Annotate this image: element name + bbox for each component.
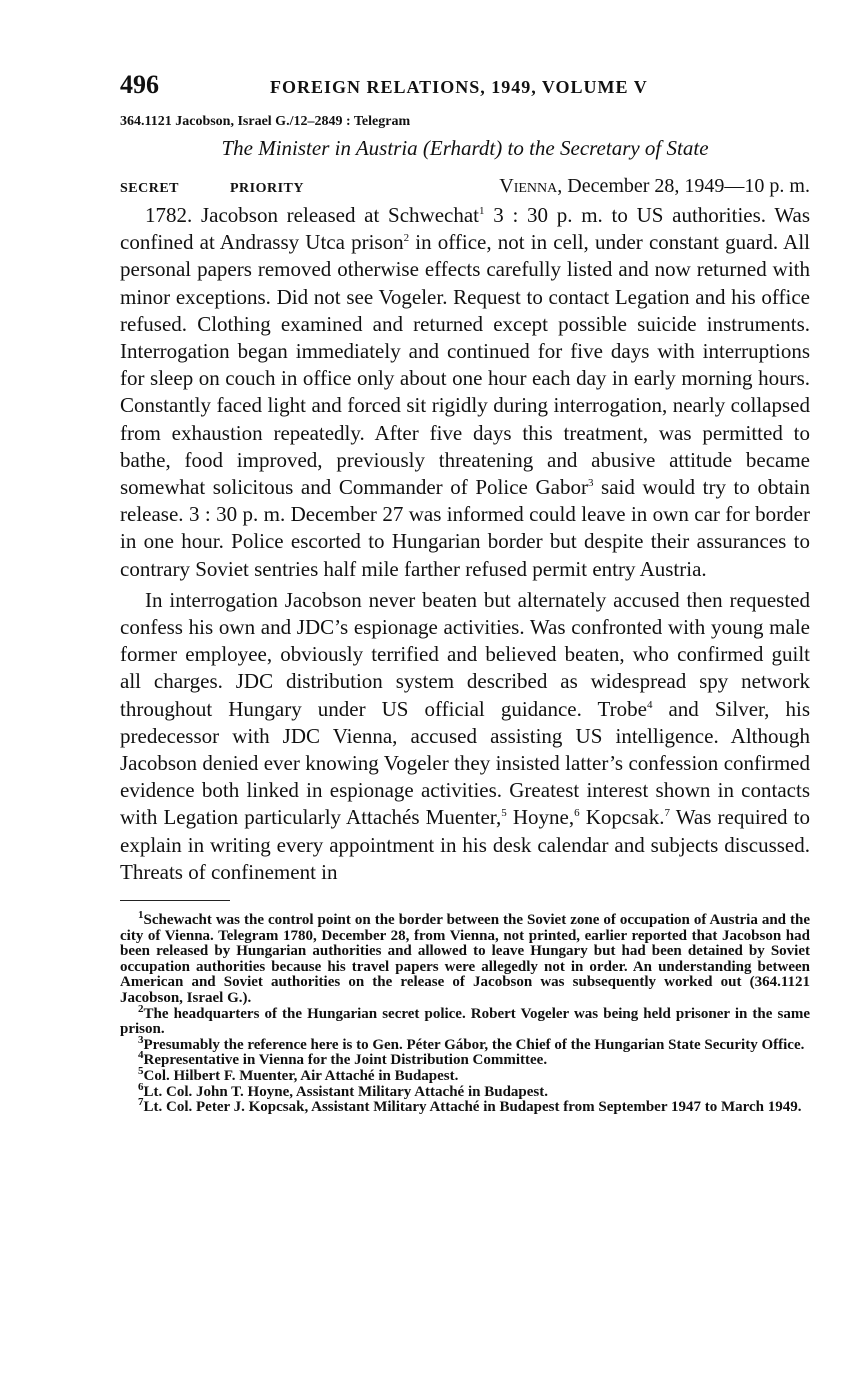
footnote-text: Presumably the reference here is to Gen. Péter Gábor, the Chief of the Hungarian State Security Office. <box>143 1036 805 1053</box>
place-date <box>499 175 810 198</box>
footnotes <box>120 909 810 1116</box>
dateline-date: , December 28, 1949—10 p. m. <box>557 175 810 197</box>
text-run: Was required to explain in writing every appointment in his desk calendar and subjects discussed. Threats of confinement in <box>120 805 810 884</box>
footnote-text: Col. Hilbert F. Muenter, Air Attaché in Budapest. <box>143 1068 459 1085</box>
telegram-body <box>120 202 810 886</box>
running-head: FOREIGN RELATIONS, 1949, VOLUME V <box>270 77 648 97</box>
text-run: In interrogation Jacobson never beaten but alternately accused then requested confess his own and JDC’s espionage activities. Was confronted with young male former employee, obviously terrified and believed beaten, who confirmed guilt all charges. JDC distribution system described as widespread spy network throughout Hungary under US official guidance. Trobe <box>120 587 810 721</box>
footnote-4 <box>120 1049 810 1069</box>
text-run: in office, not in cell, under constant guard. All personal papers removed otherwise effects carefully listed and now returned with minor exceptions. Did not see Vogeler. Request to contact Legation and his office refused. Clothing examined and returned except possible suicide instruments. Interrogation began immediately and continued for five days with interruptions for sleep on couch in office only about one hour each day in early morning hours. Constantly faced light and forced sit rigidly during interrogation, nearly collapsed from exhaustion repeatedly. After five days this treatment, was permitted to bathe, food improved, previously threatening and abusive attitude became somewhat solicitous and Commander of Police Gabor <box>120 230 810 500</box>
footnote-mark: 5 <box>138 1065 144 1078</box>
footnote-7 <box>120 1096 810 1116</box>
precedence-label: PRIORITY <box>230 181 305 196</box>
page-header <box>120 70 810 108</box>
footnote-mark: 7 <box>138 1096 144 1109</box>
footnote-ref-4: 4 <box>646 698 653 711</box>
footnote-text: The headquarters of the Hungarian secret police. Robert Vogeler was being held prisoner in the same prison. <box>120 1005 810 1038</box>
file-reference: 364.1121 Jacobson, Israel G./12–2849 : Telegram <box>120 114 411 129</box>
footnote-divider <box>120 900 230 901</box>
classification-label: SECRET <box>120 181 180 196</box>
text-run: said would try to obtain release. 3 : 30 p. m. December 27 was informed could leave in own car for border in one hour. Police escorted to Hungarian border but despite their assurances to contrary Soviet sentries half mile farther refused permit entry Austria. <box>120 475 810 581</box>
dateline <box>120 175 810 198</box>
text-run: 1782. Jacobson released at Schwechat <box>145 203 480 227</box>
footnote-ref-1: 1 <box>479 205 485 217</box>
footnote-2 <box>120 1002 810 1038</box>
footnote-ref-6: 6 <box>574 807 580 820</box>
footnote-mark: 2 <box>138 1002 144 1015</box>
footnote-mark: 6 <box>138 1080 144 1093</box>
text-run: and Silver, his predecessor with JDC Vienna, accused assisting US intelligence. Although Jacobson denied ever knowing Vogeler they insisted latter’s confession confirmed evidence both linked in espionage activities. Greatest interest shown in contacts with Legation particularly Attachés Muenter, <box>120 696 810 830</box>
page-number: 496 <box>120 70 159 99</box>
footnote-text: Schewacht was the control point on the border between the Soviet zone of occupation of Austria and the city of Vienna. Telegram 1780, December 28, from Vienna, not printed, earlier reported that Jacobson had been released by Hungarian authorities and allowed to leave Hungary but had been detained by Soviet occupation authorities because his travel papers were allegedly not in order. An understanding between American and Soviet authorities on the release of Jacobson was subsequently worked out (364.1121 Jacobson, Israel G.). <box>120 912 810 1007</box>
footnote-ref-2: 2 <box>403 232 410 245</box>
footnote-5 <box>120 1065 810 1085</box>
footnote-ref-5: 5 <box>501 807 507 820</box>
body-paragraph-2 <box>120 587 810 886</box>
footnote-1 <box>120 909 810 1007</box>
footnote-text: Lt. Col. Peter J. Kopcsak, Assistant Military Attaché in Budapest from September 1947 to March 1949. <box>143 1099 802 1116</box>
document-page <box>120 70 810 1116</box>
dateline-place: Vienna <box>499 175 558 197</box>
footnote-mark: 1 <box>138 909 144 922</box>
footnote-mark: 3 <box>138 1033 144 1046</box>
footnote-6 <box>120 1080 810 1101</box>
text-run: Hoyne, <box>506 805 575 830</box>
text-run: Kopcsak. <box>579 805 665 830</box>
footnote-text: Representative in Vienna for the Joint Distribution Committee. <box>143 1052 548 1069</box>
document-title: The Minister in Austria (Erhardt) to the Secretary of State <box>221 136 709 160</box>
footnote-mark: 4 <box>138 1049 144 1062</box>
body-paragraph-1 <box>120 202 810 583</box>
footnote-text: Lt. Col. John T. Hoyne, Assistant Military Attaché in Budapest. <box>143 1083 548 1100</box>
footnote-ref-3: 3 <box>587 477 594 490</box>
text-run: 3 : 30 p. m. to US authorities. Was confined at Andrassy Utca prison <box>120 203 811 255</box>
footnote-ref-7: 7 <box>664 807 670 820</box>
